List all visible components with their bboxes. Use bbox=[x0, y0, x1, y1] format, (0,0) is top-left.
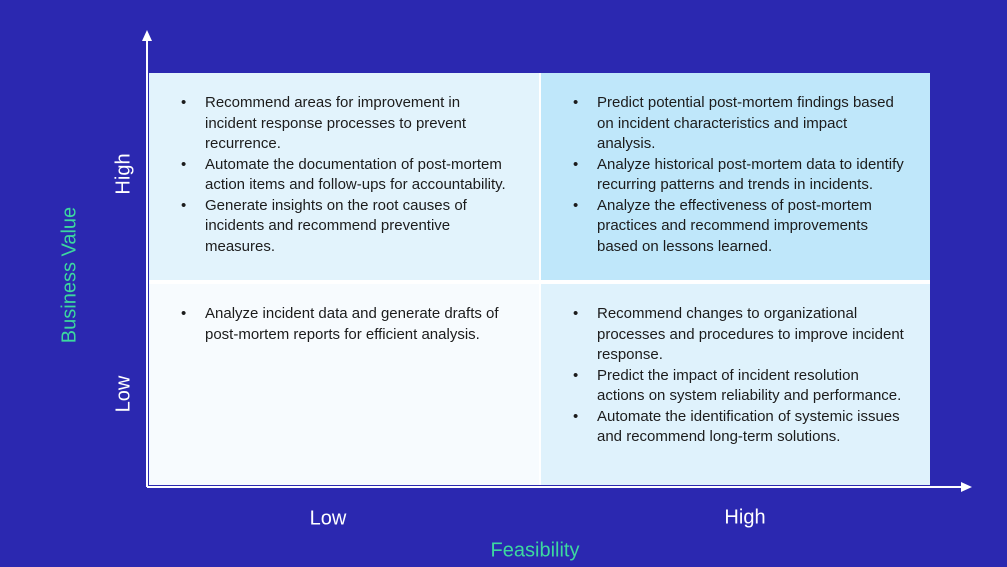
list-item bbox=[571, 407, 904, 448]
quadrant-matrix bbox=[149, 73, 930, 485]
list-item bbox=[571, 196, 904, 258]
list-item-text: Recommend changes to organizational processes and procedures to improve incident response. bbox=[597, 305, 904, 363]
bullet-marker: • bbox=[573, 366, 579, 384]
list-item-text: Automate the documentation of post-mortem action items and follow-ups for accountability. bbox=[205, 155, 506, 193]
list-item bbox=[179, 196, 513, 258]
bullet-marker: • bbox=[181, 305, 187, 322]
x-axis-low-label: Low bbox=[309, 507, 347, 530]
bullet-marker: • bbox=[181, 94, 187, 111]
bullet-marker: • bbox=[573, 155, 579, 173]
list-item-text: Analyze the effectiveness of post-mortem practices and recommend improvements based on lessons learned. bbox=[597, 196, 872, 255]
quadrant-bottom-right bbox=[541, 284, 930, 485]
list-item-text: Automate the identification of systemic issues and recommend long-term solutions. bbox=[597, 407, 900, 445]
x-axis-line bbox=[147, 486, 963, 488]
list-item-text: Analyze historical post-mortem data to identify recurring patterns and trends in incidents. bbox=[597, 155, 904, 193]
x-axis-title: Feasibility bbox=[490, 539, 580, 562]
list-item-text: Recommend areas for improvement in incident response processes to prevent recurrence. bbox=[205, 94, 466, 152]
list-item bbox=[571, 366, 904, 407]
y-axis-title: Business Value bbox=[58, 206, 81, 344]
quadrant-top-left bbox=[149, 73, 539, 280]
list-item bbox=[179, 93, 513, 155]
y-axis-line bbox=[146, 40, 148, 487]
list-item-text: Predict potential post-mortem findings based on incident characteristics and impact analysis. bbox=[597, 94, 894, 152]
y-axis-high-label: High bbox=[112, 153, 135, 195]
y-axis-arrowhead bbox=[142, 30, 152, 41]
y-axis-low-label: Low bbox=[112, 375, 135, 413]
list-item-text: Analyze incident data and generate drafts of post-mortem reports for efficient analysis. bbox=[205, 305, 499, 343]
quadrant-bottom-left bbox=[149, 284, 539, 485]
bullet-marker: • bbox=[181, 155, 187, 173]
bullet-marker: • bbox=[573, 196, 579, 214]
list-item bbox=[179, 155, 513, 196]
bullet-marker: • bbox=[573, 305, 579, 322]
x-axis-arrowhead bbox=[961, 482, 972, 492]
list-item-text: Predict the impact of incident resolution actions on system reliability and performance. bbox=[597, 366, 902, 404]
list-item bbox=[571, 93, 904, 155]
list-item-text: Generate insights on the root causes of incidents and recommend preventive measures. bbox=[205, 196, 467, 255]
list-item bbox=[571, 155, 904, 196]
bullet-marker: • bbox=[573, 94, 579, 111]
bullet-marker: • bbox=[573, 407, 579, 425]
quadrant-top-right bbox=[541, 73, 930, 280]
x-axis-high-label: High bbox=[724, 506, 766, 529]
list-item bbox=[179, 304, 513, 345]
list-item bbox=[571, 304, 904, 366]
bullet-marker: • bbox=[181, 196, 187, 214]
